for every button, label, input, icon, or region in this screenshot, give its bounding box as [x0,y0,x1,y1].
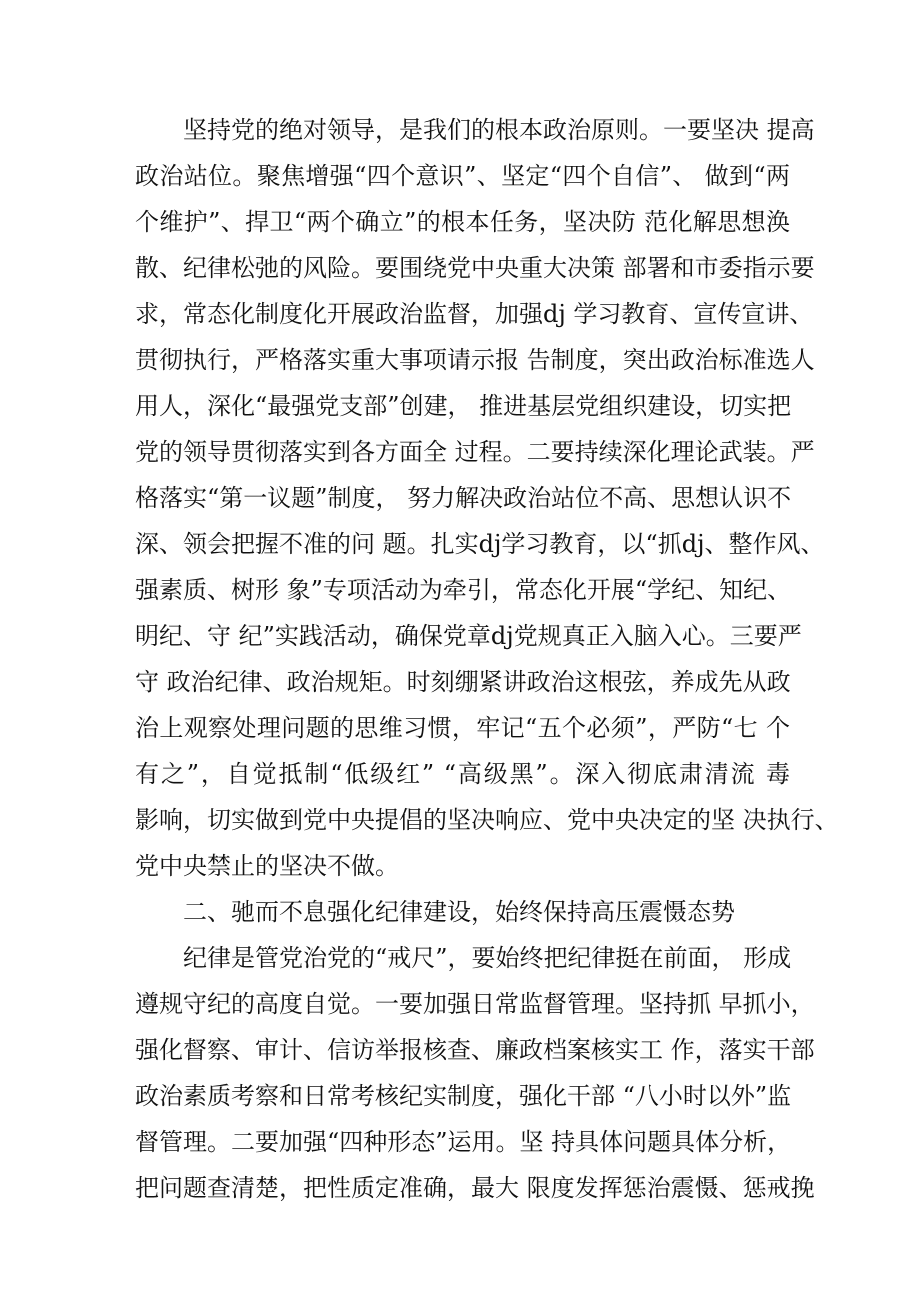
paragraph-line: 影响，切实做到党中央提倡的坚决响应、党中央决定的坚 决执行、 [135,806,839,834]
paragraph-line: 散、纪律松弛的风险。要围绕党中央重大决策 部署和市委指示要 [135,254,815,282]
paragraph-line: 政治站位。聚焦增强“四个意识”、坚定“四个自信”、 做到“两 [135,162,790,190]
paragraph-line: 强素质、树形 象”专项活动为牵引，常态化开展“学纪、知纪、 [135,576,792,604]
paragraph-line: 强化督察、审计、信访举报核查、廉政档案核实工 作，落实干部 [135,1036,815,1064]
paragraph-line: 深、领会把握不准的问 题。扎实dj学习教育，以“抓dj、整作风、 [135,530,825,558]
paragraph-line: 治上观察处理问题的思维习惯，牢记“五个必须”，严防“七 个 [135,714,790,742]
paragraph-line: 贯彻执行，严格落实重大事项请示报 告制度，突出政治标准选人 [135,346,815,374]
paragraph-line: 有之”，自觉抵制“低级红” “高级黑”。深入彻底肃清流 毒 [135,760,790,788]
paragraph-line: 党中央禁止的坚决不做。 [135,852,399,880]
paragraph-line: 遵规守纪的高度自觉。一要加强日常监督管理。坚持抓 早抓小， [135,990,815,1018]
paragraph-line: 求，常态化制度化开展政治监督，加强dj 学习教育、宣传宣讲、 [135,300,814,328]
paragraph-line: 纪律是管党治党的“戒尺”，要始终把纪律挺在前面， 形成 [183,944,792,972]
paragraph-line: 守 政治纪律、政治规矩。时刻绷紧讲政治这根弦，养成先从政 [135,668,791,696]
paragraph-line: 格落实“第一议题”制度， 努力解决政治站位不高、思想认识不 [135,484,792,512]
paragraph-line: 个维护”、捍卫“两个确立”的根本任务，坚决防 范化解思想涣 [135,208,790,236]
section-heading: 二、驰而不息强化纪律建设，始终保持高压震慑态势 [183,898,735,926]
paragraph-line: 明纪、守 纪”实践活动，确保党章dj党规真正入脑入心。三要严 [135,622,802,650]
paragraph-line: 用人，深化“最强党支部”创建， 推进基层党组织建设，切实把 [135,392,792,420]
paragraph-line: 政治素质考察和日常考核纪实制度，强化干部 “八小时以外”监 [135,1082,792,1110]
paragraph-line: 坚持党的绝对领导，是我们的根本政治原则。一要坚决 提高 [183,116,815,144]
paragraph-line: 督管理。二要加强“四种形态”运用。坚 持具体问题具体分析， [135,1128,792,1156]
paragraph-line: 把问题查清楚，把性质定准确，最大 限度发挥惩治震慑、惩戒挽 [135,1174,815,1202]
paragraph-line: 党的领导贯彻落实到各方面全 过程。二要持续深化理论武装。严 [135,438,815,466]
